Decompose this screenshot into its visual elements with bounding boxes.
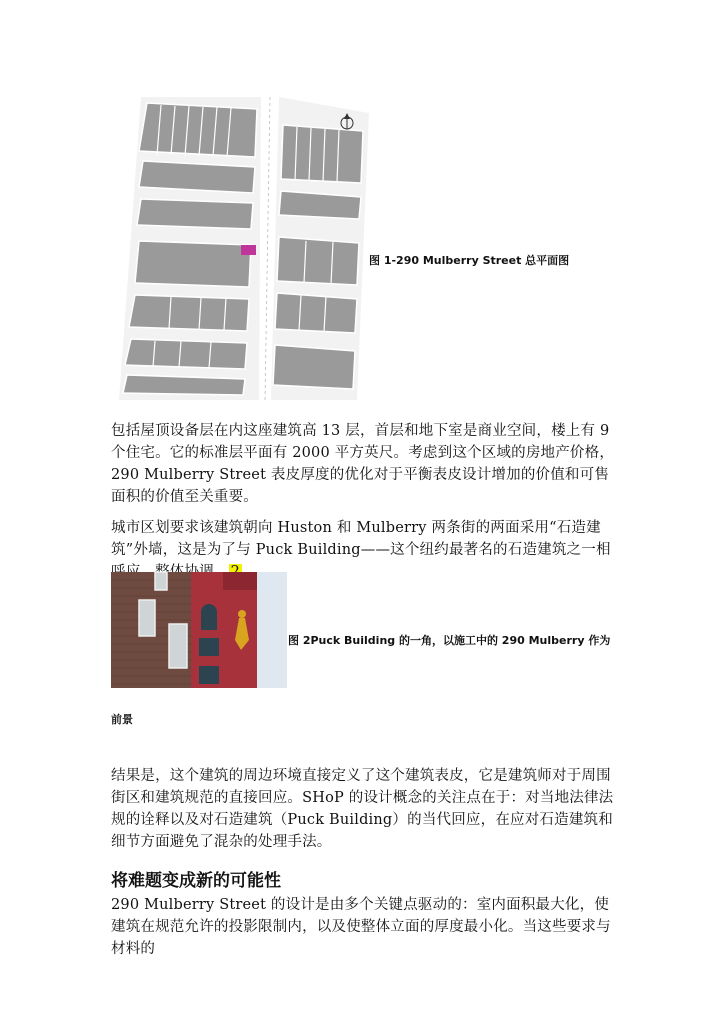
figure-2-caption-continuation: 前景	[111, 713, 133, 726]
paragraph-2-text: 城市区划要求该建筑朝向 Huston 和 Mulberry 两条街的两面采用“石造建筑”外墙，这是为了与 Puck Building——这个纽约最著名的石造建筑之一相	[111, 520, 611, 558]
section-heading: 将难题变成新的可能性	[111, 871, 281, 891]
site-plan-image	[111, 95, 369, 400]
figure-2-caption: 图 2Puck Building 的一角，以施工中的 290 Mulberry 作为	[288, 634, 611, 647]
paragraph-3: 结果是，这个建筑的周边环境直接定义了这个建筑表皮，它是建筑师对于周围街区和建筑规范的直接回应。SHoP 的设计概念的关注点在于：对当地法律法规的诠释以及对石造建筑（Puck Building）的当代回应，在应对石造建筑和细节方面避免了混杂的处理手法。	[111, 768, 614, 850]
paragraph-1: 包括屋顶设备层在内这座建筑高 13 层，首层和地下室是商业空间，楼上有 9 个住宅。它的标准层平面有 2000 平方英尺。考虑到这个区域的房地产价格，290 Mulberry Street 表皮厚度的优化对于平衡表皮设计增加的价值和可售面积的价值至关重要。	[111, 423, 615, 505]
paragraph-4: 290 Mulberry Street 的设计是由多个关键点驱动的：室内面积最大化，使建筑在规范允许的投影限制内，以及使整体立面的厚度最小化。当这些要求与材料的	[111, 897, 611, 957]
puck-building-photo	[111, 572, 287, 688]
figure-1-caption: 图 1-290 Mulberry Street 总平面图	[369, 254, 570, 267]
